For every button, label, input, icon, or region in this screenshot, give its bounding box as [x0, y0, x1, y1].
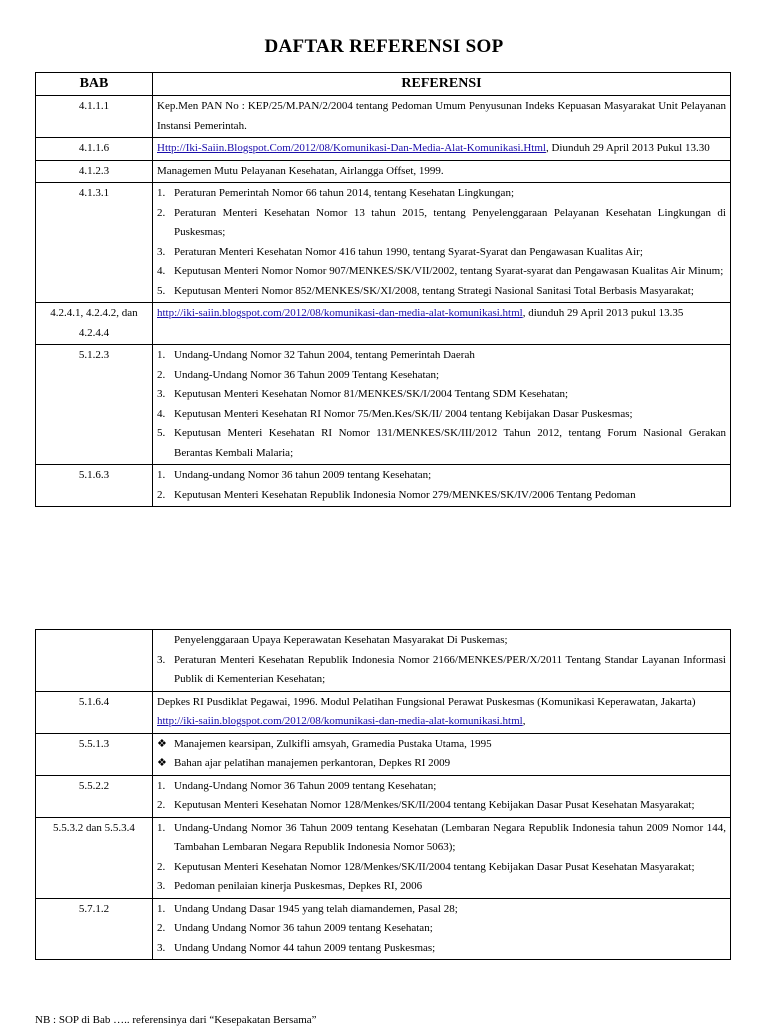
- table-row: [36, 691, 731, 733]
- continued-text: Penyelenggaraan Upaya Keperawatan Kesehatan Masyarakat Di Puskemas;: [174, 634, 508, 646]
- list-item-text: Keputusan Menteri Kesehatan Nomor 128/Menkes/SK/II/2004 tentang Kebijakan Dasar Pusat Kesehatan Masyarakat;: [174, 799, 695, 811]
- list-number: 5.: [157, 284, 166, 297]
- list-item-text: Keputusan Menteri Nomor Nomor 907/MENKES/SK/VII/2002, tentang Syarat-syarat dan Pengawasan Kualitas Air Minum;: [174, 265, 724, 277]
- list-item-text: Peraturan Menteri Kesehatan Republik Indonesia Nomor 2166/MENKES/PER/X/2011 Tentang Standar Layanan Informasi Publik di Kementerian Kesehatan;: [174, 653, 726, 685]
- reference-cell: [153, 465, 731, 507]
- reference-cell: [153, 817, 731, 898]
- table-row: [36, 96, 731, 138]
- list-number: 2.: [157, 799, 166, 811]
- bab-cell: [36, 630, 153, 692]
- table-row: [36, 465, 731, 507]
- list-item-text: Peraturan Menteri Kesehatan Nomor 416 tahun 1990, tentang Syarat-Syarat dan Pengawasan Kualitas Air;: [174, 245, 643, 258]
- table-row: [36, 183, 731, 303]
- reference-cell: [153, 303, 731, 345]
- bab-cell: 4.2.4.1, 4.2.4.2, dan 4.2.4.4: [36, 303, 153, 345]
- list-item-text: Undang-Undang Nomor 36 Tahun 2009 tentang Kesehatan;: [174, 779, 437, 792]
- reference-list: [157, 184, 726, 301]
- reference-link[interactable]: http://iki-saiin.blogspot.com/2012/08/komunikasi-dan-media-alat-komunikasi.html: [157, 307, 523, 319]
- list-item-text: Undang-Undang Nomor 32 Tahun 2004, tentang Pemerintah Daerah: [174, 349, 475, 361]
- list-number: 4.: [157, 265, 166, 277]
- list-number: 3.: [157, 653, 166, 666]
- header-bab: BAB: [36, 73, 153, 96]
- list-number: 1.: [157, 779, 166, 792]
- list-number: 3.: [157, 388, 166, 400]
- bab-cell: 5.1.6.4: [36, 691, 153, 733]
- reference-cell: [153, 691, 731, 733]
- bab-cell: 5.1.2.3: [36, 345, 153, 465]
- list-item-text: Keputusan Menteri Kesehatan RI Nomor 131/MENKES/SK/III/2012 Tahun 2012, tentang Forum Nasional Gerakan Berantas Kembali Malaria;: [174, 427, 726, 459]
- list-item: [157, 777, 726, 797]
- reference-cell: [153, 630, 731, 692]
- reference-cell: [153, 183, 731, 303]
- list-number: 3.: [157, 880, 166, 892]
- list-item-text: Undang Undang Dasar 1945 yang telah diamandemen, Pasal 28;: [174, 902, 458, 915]
- list-item: [157, 385, 726, 405]
- list-item: [157, 858, 726, 878]
- reference-cell: [153, 138, 731, 161]
- list-number: 2.: [157, 488, 166, 501]
- list-item: [157, 754, 726, 774]
- list-item: [157, 262, 726, 282]
- bab-cell: 4.1.3.1: [36, 183, 153, 303]
- list-item: [157, 939, 726, 959]
- reference-list: [157, 346, 726, 463]
- list-item-text: Keputusan Menteri Nomor 852/MENKES/SK/XI/2008, tentang Strategi Nasional Sanitasi Total Berbasis Masyarakat;: [174, 284, 694, 297]
- list-number: 5.: [157, 427, 166, 439]
- table-row: [36, 138, 731, 161]
- list-item-text: Pedoman penilaian kinerja Puskesmas, Depkes RI, 2006: [174, 880, 423, 892]
- bab-cell: 4.1.1.6: [36, 138, 153, 161]
- table-row: [36, 630, 731, 692]
- list-item-text: Keputusan Menteri Kesehatan Nomor 81/MENKES/SK/I/2004 Tentang SDM Kesehatan;: [174, 388, 569, 400]
- bab-cell: 5.5.3.2 dan 5.5.3.4: [36, 817, 153, 898]
- list-number: 2.: [157, 860, 166, 873]
- list-item: [157, 819, 726, 858]
- list-number: 1.: [157, 902, 166, 915]
- reference-cell: [153, 898, 731, 960]
- bab-cell: 5.7.1.2: [36, 898, 153, 960]
- diamond-bullet-icon: ❖: [157, 737, 167, 750]
- list-item-text: Undang Undang Nomor 44 tahun 2009 tentang Puskesmas;: [174, 941, 436, 954]
- reference-list: [157, 819, 726, 897]
- list-item-text: Undang-undang Nomor 36 tahun 2009 tentang Kesehatan;: [174, 469, 432, 481]
- reference-list: [157, 735, 726, 774]
- list-item-text: Keputusan Menteri Kesehatan RI Nomor 75/Men.Kes/SK/II/ 2004 tentang Kebijakan Dasar Puskesmas;: [174, 407, 633, 420]
- reference-cell: [153, 345, 731, 465]
- bab-cell: 5.5.1.3: [36, 733, 153, 775]
- list-number: 2.: [157, 922, 166, 934]
- reference-text: Managemen Mutu Pelayanan Kesehatan, Airlangga Offset, 1999.: [157, 164, 444, 177]
- list-item: [157, 735, 726, 755]
- list-item: [157, 877, 726, 897]
- table-row: [36, 345, 731, 465]
- list-item: [157, 243, 726, 263]
- list-item: [157, 184, 726, 204]
- list-item: [157, 466, 726, 486]
- reference-note: , Diunduh 29 April 2013 Pukul 13.30: [545, 142, 710, 154]
- list-item-text: Undang Undang Nomor 36 tahun 2009 tentang Kesehatan;: [174, 922, 433, 934]
- list-number: 3.: [157, 941, 166, 954]
- table-row: [36, 775, 731, 817]
- table-row: [36, 898, 731, 960]
- reference-note: ,: [522, 715, 526, 727]
- list-item-text: Peraturan Pemerintah Nomor 66 tahun 2014, tentang Kesehatan Lingkungan;: [174, 187, 514, 199]
- list-number: 1.: [157, 187, 166, 199]
- list-item: [157, 796, 726, 816]
- diamond-bullet-icon: ❖: [157, 757, 167, 769]
- list-item-text: Manajemen kearsipan, Zulkifli amsyah, Gramedia Pustaka Utama, 1995: [174, 737, 492, 750]
- reference-cell: [153, 733, 731, 775]
- reference-table-page-1: [35, 72, 731, 507]
- list-item-text: Peraturan Menteri Kesehatan Nomor 13 tahun 2015, tentang Penyelenggaraan Pelayanan Kesehatan Lingkungan di Puskesmas;: [174, 206, 726, 238]
- bab-cell: 4.1.1.1: [36, 96, 153, 138]
- reference-text: Kep.Men PAN No : KEP/25/M.PAN/2/2004 tentang Pedoman Umum Penyusunan Indeks Kepuasan Masyarakat Unit Pelayanan Instansi Pemerintah.: [157, 100, 726, 132]
- bab-cell: 5.5.2.2: [36, 775, 153, 817]
- list-item: [157, 282, 726, 302]
- reference-cell: [153, 775, 731, 817]
- list-item: [157, 919, 726, 939]
- reference-list: [157, 777, 726, 816]
- list-item: [157, 900, 726, 920]
- list-item: [157, 486, 726, 506]
- list-number: 3.: [157, 245, 166, 258]
- reference-list: [157, 900, 726, 959]
- reference-link[interactable]: Http://Iki-Saiin.Blogspot.Com/2012/08/Komunikasi-Dan-Media-Alat-Komunikasi.Html: [157, 142, 546, 154]
- bab-cell: 5.1.6.3: [36, 465, 153, 507]
- list-number: 1.: [157, 469, 166, 481]
- table-row: [36, 160, 731, 183]
- header-referensi: REFERENSI: [153, 73, 731, 96]
- list-item-text: Bahan ajar pelatihan manajemen perkantoran, Depkes RI 2009: [174, 757, 451, 769]
- page-title: DAFTAR REFERENSI SOP: [264, 36, 504, 57]
- footnote: NB : SOP di Bab ….. referensinya dari “Kesepakatan Bersama”: [35, 1014, 317, 1026]
- table-row: [36, 303, 731, 345]
- list-number: 2.: [157, 368, 166, 381]
- reference-list: [157, 651, 726, 690]
- reference-cell: [153, 160, 731, 183]
- reference-note: , diunduh 29 April 2013 pukul 13.35: [522, 307, 684, 319]
- list-number: 1.: [157, 349, 166, 361]
- list-number: 4.: [157, 407, 166, 420]
- list-item: [157, 424, 726, 463]
- table-header-row: [36, 73, 731, 96]
- list-item-text: Keputusan Menteri Kesehatan Nomor 128/Menkes/SK/II/2004 tentang Kebijakan Dasar Pusat Kesehatan Masyarakat;: [174, 860, 695, 873]
- reference-cell: [153, 96, 731, 138]
- list-item: [157, 366, 726, 386]
- list-number: 1.: [157, 821, 166, 834]
- list-item-text: Undang-Undang Nomor 36 Tahun 2009 Tentang Kesehatan;: [174, 368, 440, 381]
- reference-table-page-2: [35, 629, 731, 960]
- list-item-text: Keputusan Menteri Kesehatan Republik Indonesia Nomor 279/MENKES/SK/IV/2006 Tentang Pedoman: [174, 488, 636, 501]
- list-item: [157, 204, 726, 243]
- list-item: [157, 651, 726, 690]
- list-item: [157, 346, 726, 366]
- list-item: [157, 405, 726, 425]
- bab-cell: 4.1.2.3: [36, 160, 153, 183]
- reference-list: [157, 466, 726, 505]
- list-item-text: Undang-Undang Nomor 36 Tahun 2009 tentang Kesehatan (Lembaran Negara Republik Indonesia tahun 2009 Nomor 144, Tambahan Lembaran Negara Republik Indonesia Nomor 5063);: [174, 821, 726, 853]
- reference-text: Depkes RI Pusdiklat Pegawai, 1996. Modul Pelatihan Fungsional Perawat Puskesmas (Komunikasi Keperawatan, Jakarta): [157, 695, 696, 708]
- table-row: [36, 817, 731, 898]
- list-number: 2.: [157, 206, 166, 219]
- table-row: [36, 733, 731, 775]
- reference-link[interactable]: http://iki-saiin.blogspot.com/2012/08/komunikasi-dan-media-alat-komunikasi.html: [157, 715, 523, 727]
